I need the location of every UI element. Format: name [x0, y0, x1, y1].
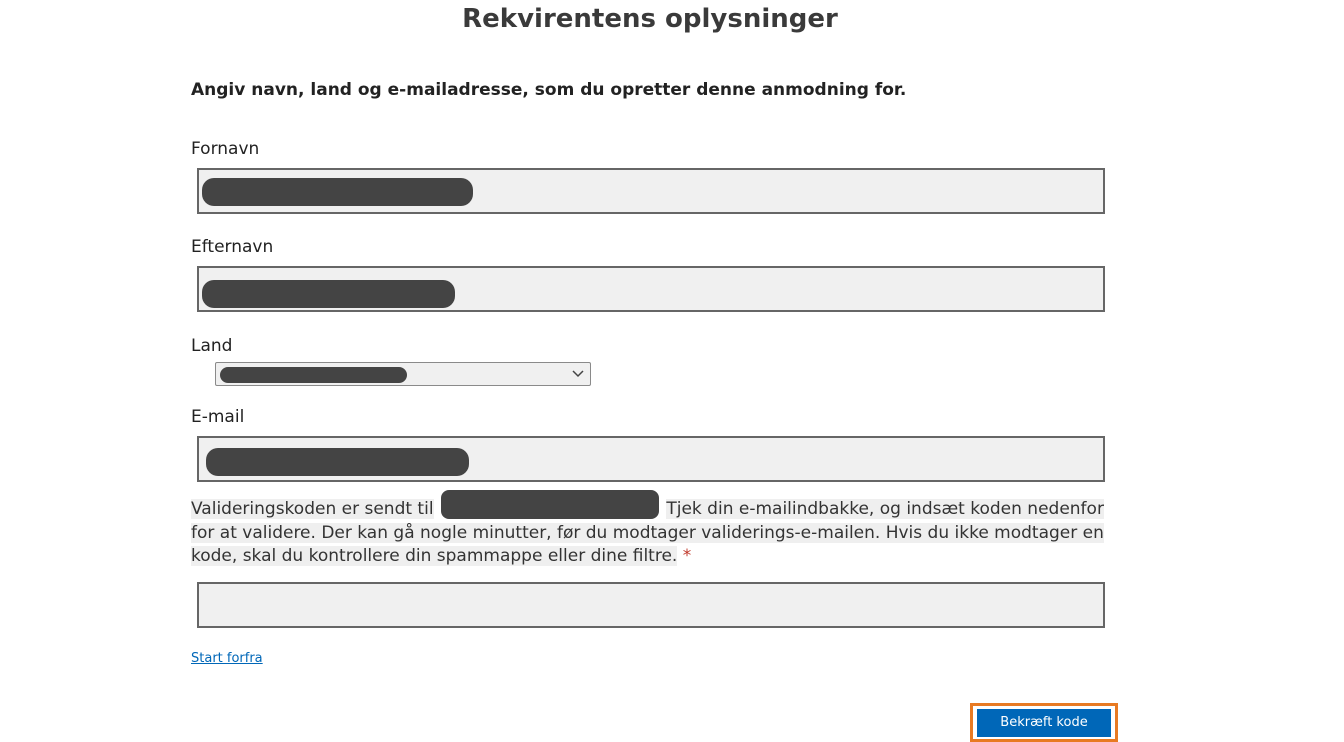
redacted-email	[441, 490, 659, 519]
validation-message	[191, 492, 1106, 569]
country-label: Land	[191, 336, 233, 356]
redacted-value	[206, 448, 469, 476]
redacted-value	[202, 280, 455, 308]
instruction-text: Angiv navn, land og e-mailadresse, som du opretter denne anmodning for.	[191, 80, 907, 100]
redacted-value	[202, 178, 473, 206]
last-name-input[interactable]	[197, 266, 1105, 312]
first-name-label: Fornavn	[191, 139, 260, 159]
verification-code-input[interactable]	[197, 582, 1105, 628]
validation-text-before: Valideringskoden er sendt til	[191, 499, 434, 519]
last-name-label: Efternavn	[191, 237, 274, 257]
first-name-input[interactable]	[197, 168, 1105, 214]
start-over-link[interactable]: Start forfra	[191, 651, 263, 666]
country-select[interactable]	[215, 362, 591, 386]
validation-text-after: Tjek din e-mailindbakke, og indsæt koden nedenfor for at validere. Der kan gå nogle minutter, før du modtager validerings-e-mailen. Hvis du ikke modtager en kode, skal du kontrollere din spammappe eller dine filtre.	[191, 499, 1104, 566]
confirm-code-button[interactable]: Bekræft kode	[977, 709, 1111, 737]
chevron-down-icon	[571, 363, 585, 385]
page-title: Rekvirentens oplysninger	[462, 4, 838, 34]
email-input[interactable]	[197, 436, 1105, 482]
redacted-value	[220, 367, 407, 383]
email-label: E-mail	[191, 407, 245, 427]
required-marker: *	[682, 546, 692, 566]
